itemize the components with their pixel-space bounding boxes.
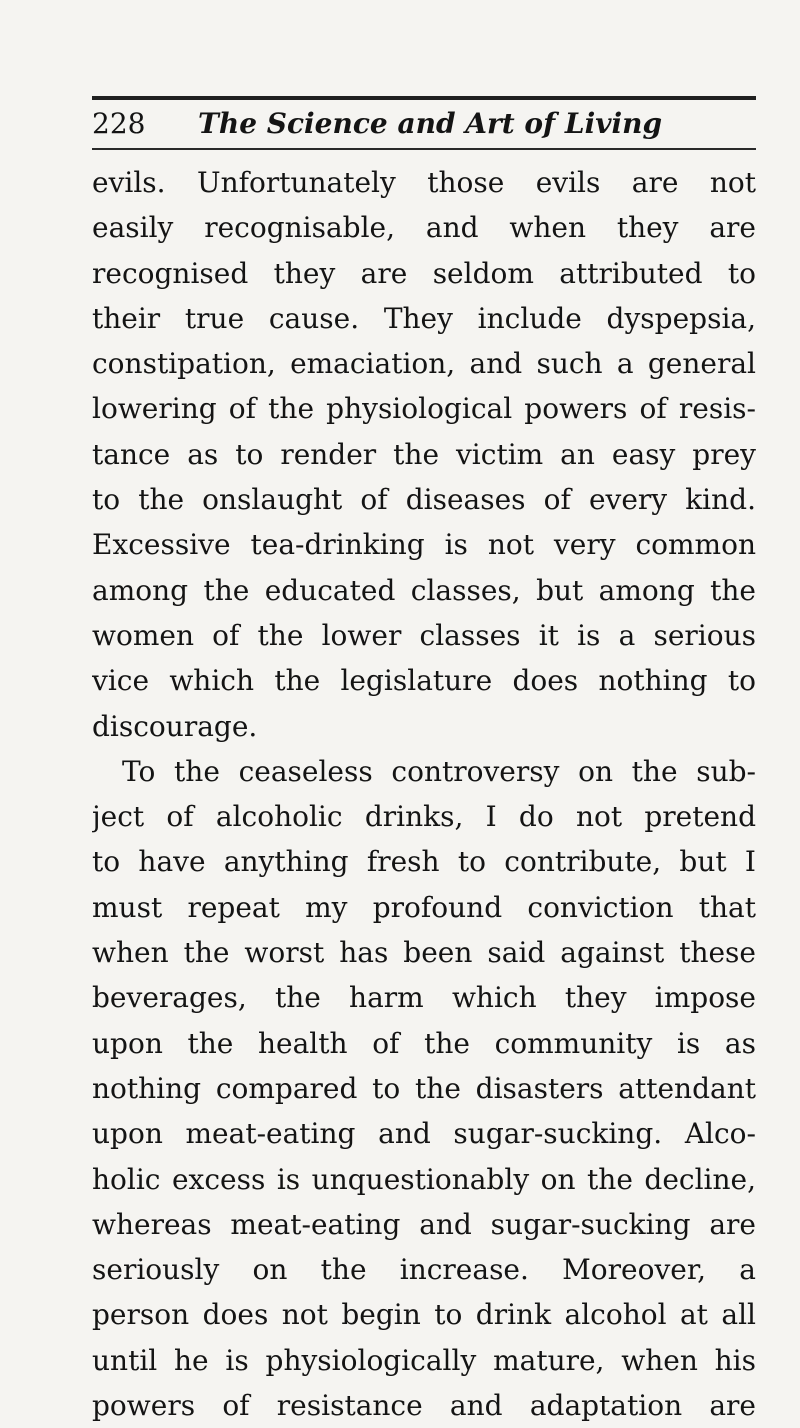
running-title: The Science and Art of Living [198, 107, 663, 140]
text-line: until he is physiologically mature, when his [92, 1343, 756, 1377]
text-line: discourage. [92, 709, 258, 743]
text-line: powers of resistance and adaptation are [92, 1389, 756, 1423]
text-line: To the ceaseless controversy on the sub- [122, 754, 756, 788]
running-header [92, 100, 756, 148]
text-line: to the onslaught of diseases of every kind. [92, 483, 756, 517]
text-line: upon the health of the community is as [92, 1026, 756, 1060]
text-line: easily recognisable, and when they are [92, 211, 756, 245]
text-line: women of the lower classes it is a serious [92, 618, 756, 652]
text-line: beverages, the harm which they impose [92, 981, 756, 1015]
text-line: among the educated classes, but among the [92, 573, 756, 607]
page-number: 228 [92, 107, 146, 140]
text-line: ject of alcoholic drinks, I do not pretend [92, 800, 756, 834]
text-line: whereas meat-eating and sugar-sucking are [92, 1207, 756, 1241]
text-line: tance as to render the victim an easy prey [92, 437, 756, 471]
text-line: Excessive tea-drinking is not very common [92, 528, 756, 562]
body-text [92, 160, 756, 1428]
text-line: holic excess is unquestionably on the decline, [92, 1162, 756, 1196]
text-line: evils. Unfortunately those evils are not [92, 166, 756, 199]
text-line: to have anything fresh to contribute, but I [92, 845, 756, 879]
text-line: person does not begin to drink alcohol at all [92, 1298, 756, 1332]
text-line: lowering of the physiological powers of resis- [92, 392, 756, 426]
text-line: nothing compared to the disasters attendant [92, 1071, 756, 1105]
text-line: vice which the legislature does nothing to [92, 664, 756, 698]
text-line: seriously on the increase. Moreover, a [92, 1253, 756, 1287]
header-bottom-rule [92, 148, 756, 150]
text-line: their true cause. They include dyspepsia, [92, 301, 756, 335]
text-line: recognised they are seldom attributed to [92, 256, 756, 290]
text-line: constipation, emaciation, and such a general [92, 347, 756, 381]
text-line: when the worst has been said against these [92, 936, 756, 970]
text-line: must repeat my profound conviction that [92, 890, 756, 924]
text-line: upon meat-eating and sugar-sucking. Alco- [92, 1117, 756, 1151]
